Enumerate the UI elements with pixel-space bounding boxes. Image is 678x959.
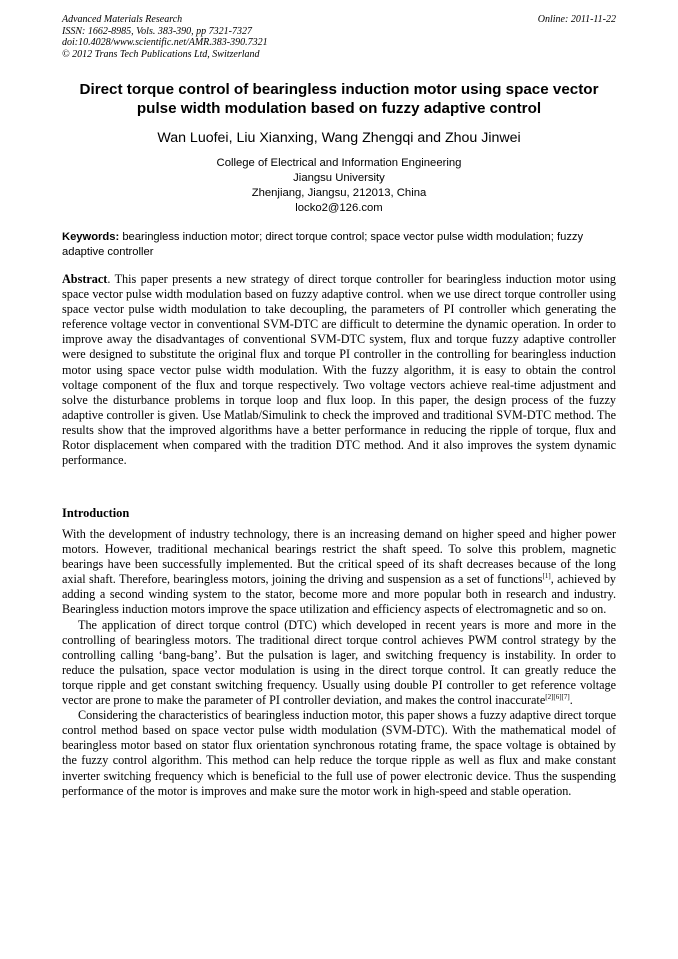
- abstract-text: . This paper presents a new strategy of direct torque controller for bearingless induction motor using space vector pulse width modulation based on fuzzy adaptive control. when we use direct torque controller using space vector pulse width modulation to take decoupling, the parameters of PI controller which generating the reference voltage vector in conventional SVM-DTC are difficult to determine the dynamic operation. In order to improve away the disadvantages of conventional SVM-DTC system, flux and torque fuzzy adaptive controller were designed to substitute the original flux and torque PI controller in the controlling for bearingless induction motor using space vector pulse width modulation. With the fuzzy algorithm, it is easy to obtain the control voltage component of the flux and torque respectively. Two voltage vectors achieve real-time adjustment and solve the disturbance problems in torque loop and flux loop. In this paper, the design process of the fuzzy adaptive controller is given. Use Matlab/Simulink to check the improved and traditional SVM-DTC method. The results show that the improved algorithms have a better performance in reducing the ripple of torque, flux and Rotor displacement when compared with the tradition DTC method. And it also improves the system dynamic performance.: [62, 272, 616, 468]
- keywords-text: bearingless induction motor; direct torque control; space vector pulse width modulation; fuzzy adaptive controller: [62, 231, 584, 258]
- affiliation-address: Zhenjiang, Jiangsu, 212013, China: [251, 187, 427, 199]
- citation-ref-1: [1]: [542, 572, 551, 581]
- intro-p1-text-a: With the development of industry technology, there is an increasing demand on higher speed and higher power motors. However, traditional mechanical bearings restrict the shaft speed. To solve this problem, magnetic bearings have been successfully implemented. But the critical speed of its shaft decreases because of the long axial shaft. Therefore, bearingless motors, joining the driving and suspension as a set of functions: [62, 527, 616, 587]
- abstract-block: [62, 272, 616, 468]
- author-email: locko2@126.com: [295, 202, 383, 214]
- keywords-block: [62, 230, 616, 260]
- affiliation-university: Jiangsu University: [293, 172, 385, 184]
- intro-p2-text-b: .: [569, 693, 573, 708]
- doi-line: doi:10.4028/www.scientific.net/AMR.383-390.7321: [62, 37, 268, 48]
- abstract-label: Abstract: [62, 272, 108, 286]
- introduction-heading: Introduction: [62, 506, 130, 520]
- running-header: [62, 14, 616, 60]
- online-date: Online: 2011-11-22: [537, 14, 616, 25]
- intro-paragraph-2: [62, 618, 616, 709]
- intro-p1-text-b: , achieved by adding a second winding system to the stator, become more and more popular both in research and industry. Bearingless induction motors improve the space utilization and efficiency aspects of electromagnetic and so on.: [62, 572, 617, 617]
- intro-paragraph-3: Considering the characteristics of bearingless induction motor, this paper shows a fuzzy adaptive direct torque control method based on space vector pulse width modulation (SVM-DTC). With the mathematical model of bearingless motor based on stator flux orientation synchronous rotating frame, the space voltage is obtained by the fuzzy control algorithm. This method can help reduce the torque ripple as well as flux and make constant inverter switching frequency which is beneficial to the full use of power electronic device. Thus the suspending performance of the motor is improves and make sure the motor work in high-speed and stable operation.: [62, 708, 616, 798]
- keywords-label: Keywords:: [62, 231, 120, 243]
- affiliation-college: College of Electrical and Information Engineering: [216, 157, 462, 169]
- copyright-line: © 2012 Trans Tech Publications Ltd, Switzerland: [62, 48, 260, 60]
- author-list: Wan Luofei, Liu Xianxing, Wang Zhengqi and Zhou Jinwei: [157, 130, 521, 146]
- introduction-body: [62, 527, 616, 799]
- journal-name: Advanced Materials Research: [62, 14, 183, 25]
- intro-p2-text-a: The application of direct torque control (DTC) which developed in recent years is more and more in the controlling of bearingless motors. The traditional direct torque control achieves PWM control strategy by the controlling calling ‘bang-bang’. But the pulsation is lager, and switching frequency is instability. In order to reduce the pulsation, space vector modulation is using in the direct torque control. It can greatly reduce the torque ripple and get constant switching frequency. Usually using double PI controller to get reference voltage vector are prone to make the parameter of PI controller deviation, and makes the control inaccurate: [62, 617, 616, 708]
- intro-paragraph-1: [62, 527, 616, 618]
- issn-line: ISSN: 1662-8985, Vols. 383-390, pp 7321-7327: [62, 25, 252, 37]
- paper-title: Direct torque control of bearingless induction motor using space vector pulse width modulation based on fuzzy adaptive control: [79, 81, 599, 117]
- citation-ref-2: [2][6][7]: [545, 692, 570, 701]
- affiliation-block: [62, 156, 616, 216]
